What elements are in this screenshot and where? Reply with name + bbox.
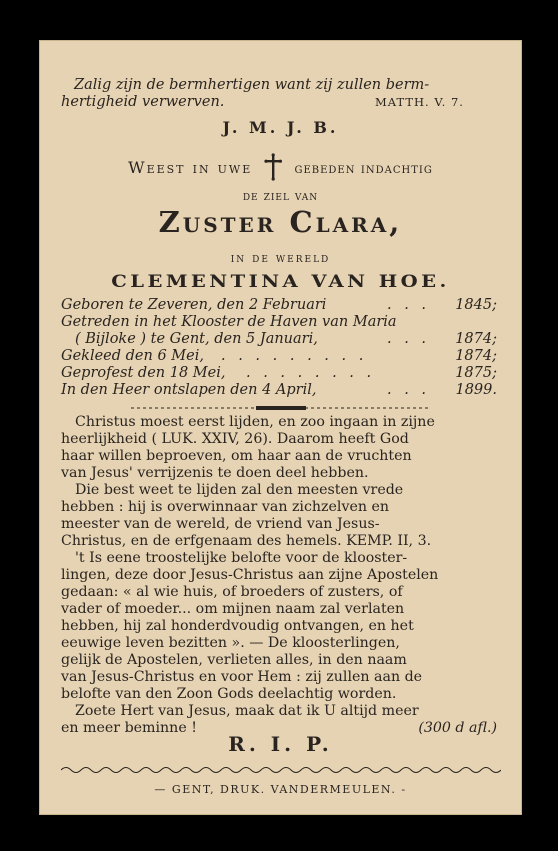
world-label: in de wereld xyxy=(230,250,331,265)
date-text: ( Bijloke ) te Gent, den 5 Januari, xyxy=(75,331,318,347)
verse-reference: MATTH. V. 7. xyxy=(375,95,464,109)
body-line: vader of moeder... om mijnen naam zal verlaten xyxy=(61,601,405,617)
religious-name: Zuster Clara, xyxy=(158,205,403,239)
body-line: 't Is eene troostelijke belofte voor de klooster- xyxy=(75,550,408,566)
body-line: Zoete Hert van Jesus, maak dat ik U altijd meer xyxy=(75,703,419,719)
date-year: 1874; xyxy=(455,331,497,347)
date-row xyxy=(61,366,497,381)
memorial-card xyxy=(39,40,522,815)
date-year: 1874; xyxy=(455,348,497,364)
printer-imprint: — GENT, DRUK. VANDERMEULEN. - xyxy=(154,783,407,796)
cross-icon xyxy=(263,153,283,181)
body-line: heerlijkheid ( LUK. XXIV, 26). Daarom heeft God xyxy=(61,431,409,447)
prayer-line xyxy=(39,153,522,181)
body-line-last: en meer beminne ! xyxy=(61,720,197,736)
wavy-divider xyxy=(61,764,501,776)
body-line: Christus moest eerst lijden, en zoo ingaan in zijne xyxy=(75,414,435,430)
date-text: Geboren te Zeveren, den 2 Februari xyxy=(61,297,327,313)
body-text xyxy=(61,414,497,737)
jmjb-monogram: J. M. J. B. xyxy=(222,118,339,137)
body-line: Die best weet te lijden zal den meesten vrede xyxy=(75,482,404,498)
date-text: Gekleed den 6 Mei, xyxy=(61,348,204,364)
date-row xyxy=(61,298,497,313)
divider-ornament xyxy=(131,404,431,412)
body-line: gedaan: « al wie huis, of broeders of zusters, of xyxy=(61,584,403,600)
date-dots: . . . . . . . . . xyxy=(221,348,368,364)
date-dots: . . . xyxy=(387,297,431,313)
date-text: In den Heer ontslapen den 4 April, xyxy=(61,382,317,398)
prayer-sub: de ziel van xyxy=(242,188,319,203)
body-line: lingen, deze door Jesus-Christus aan zijne Apostelen xyxy=(61,567,439,583)
date-year: 1875; xyxy=(455,365,497,381)
date-row xyxy=(61,383,497,398)
body-line: van Jesus' verrijzenis te doen deel hebben. xyxy=(61,465,369,481)
date-dots: . . . xyxy=(387,382,431,398)
date-dots: . . . xyxy=(387,331,431,347)
civil-name: CLEMENTINA VAN HOE. xyxy=(111,272,450,292)
date-text: Getreden in het Klooster de Haven van Maria xyxy=(61,314,397,330)
date-dots: . . . . . . . . xyxy=(246,365,376,381)
body-line: belofte van den Zoon Gods deelachtig worden. xyxy=(61,686,397,702)
prayer-right: gebeden indachtig xyxy=(294,161,433,177)
body-line: haar willen beproeven, om haar aan de vruchten xyxy=(61,448,412,464)
date-row xyxy=(61,332,497,347)
prayer-left: Weest in uwe xyxy=(128,158,253,177)
body-line: meester van de wereld, de vriend van Jesus- xyxy=(61,516,380,532)
body-line: eeuwige leven bezitten ». — De kloosterlingen, xyxy=(61,635,400,651)
body-line: gelijk de Apostelen, verlieten alles, in den naam xyxy=(61,652,407,668)
date-year: 1845; xyxy=(455,297,497,313)
rip: R. I. P. xyxy=(228,732,333,756)
body-line: hebben, hij zal honderdvoudig ontvangen, en het xyxy=(61,618,414,634)
date-text: Geprofest den 18 Mei, xyxy=(61,365,226,381)
verse-line-1: Zalig zijn de bermhertigen want zij zullen berm- xyxy=(74,77,430,93)
date-row xyxy=(61,349,497,364)
body-line: van Jesus-Christus en voor Hem : zij zullen aan de xyxy=(61,669,423,685)
date-row xyxy=(61,315,497,330)
date-year: 1899. xyxy=(455,382,497,398)
verse-line-2: hertigheid verwerven. xyxy=(61,94,225,110)
body-line: Christus, en de erfgenaam des hemels. KEMP. II, 3. xyxy=(61,533,432,549)
indulgence-note: (300 d afl.) xyxy=(418,720,497,736)
body-line: hebben : hij is overwinnaar van zichzelven en xyxy=(61,499,390,515)
